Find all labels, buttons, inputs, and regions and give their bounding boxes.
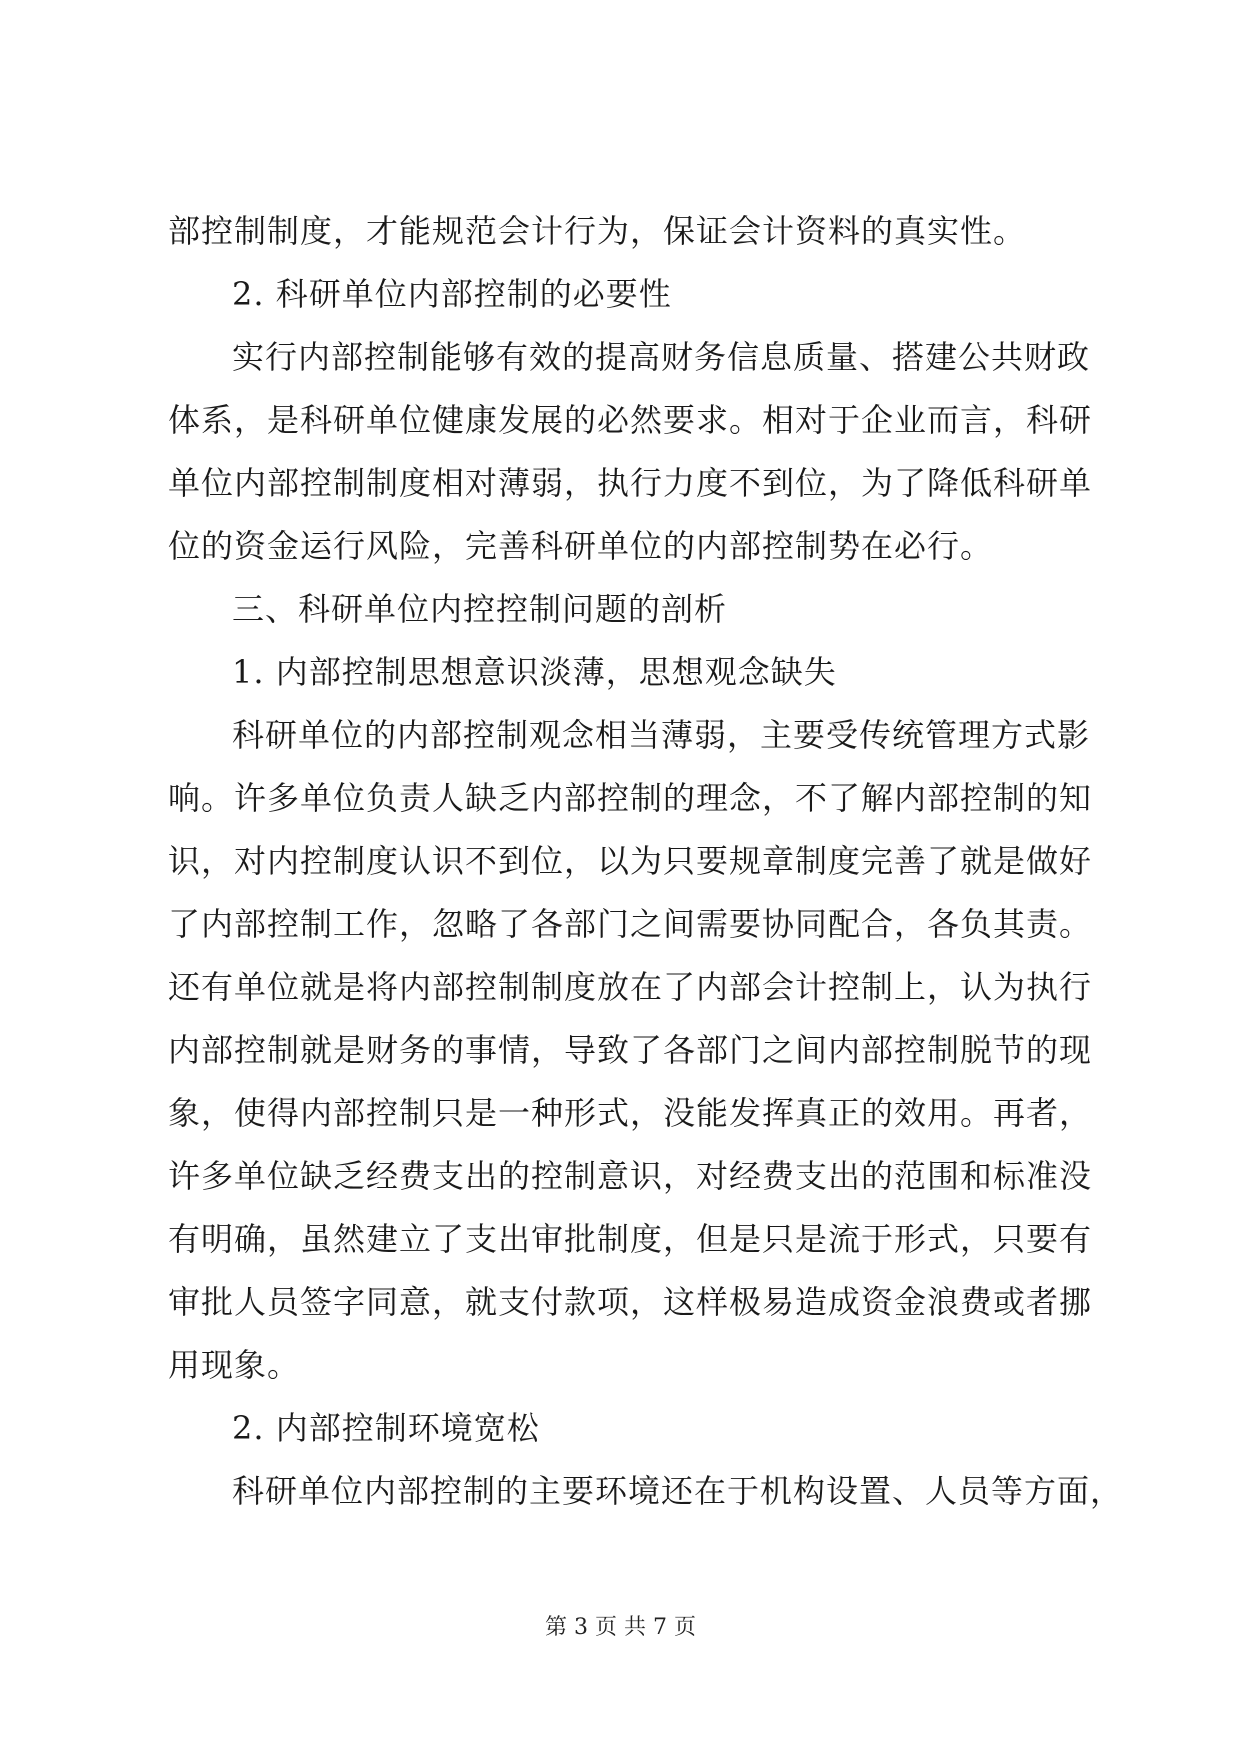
paragraph-line: 了内部控制工作，忽略了各部门之间需要协同配合，各负其责。 — [168, 905, 1093, 943]
paragraph-line: 位的资金运行风险，完善科研单位的内部控制势在必行。 — [168, 527, 994, 565]
section-heading: 1. 内部控制思想意识淡薄，思想观念缺失 — [232, 653, 837, 691]
paragraph-line: 科研单位内部控制的主要环境还在于机构设置、人员等方面， — [232, 1472, 1124, 1510]
paragraph-line: 体系，是科研单位健康发展的必然要求。相对于企业而言，科研 — [168, 401, 1093, 439]
paragraph-line: 还有单位就是将内部控制制度放在了内部会计控制上，认为执行 — [168, 968, 1093, 1006]
paragraph-line: 响。许多单位负责人缺乏内部控制的理念，不了解内部控制的知 — [168, 779, 1093, 817]
section-heading: 2. 内部控制环境宽松 — [232, 1409, 540, 1447]
paragraph-line: 部控制制度，才能规范会计行为，保证会计资料的真实性。 — [168, 212, 1027, 250]
body-text — [168, 200, 1124, 1523]
paragraph-line: 用现象。 — [168, 1346, 301, 1384]
paragraph-line: 识，对内控制度认识不到位，以为只要规章制度完善了就是做好 — [168, 842, 1093, 880]
section-heading: 三、科研单位内控控制问题的剖析 — [232, 590, 728, 628]
section-heading: 2. 科研单位内部控制的必要性 — [232, 275, 672, 313]
paragraph-line: 单位内部控制制度相对薄弱，执行力度不到位，为了降低科研单 — [168, 464, 1093, 502]
paragraph-line: 内部控制就是财务的事情，导致了各部门之间内部控制脱节的现 — [168, 1031, 1093, 1069]
page-footer: 第 3 页 共 7 页 — [545, 1615, 696, 1640]
paragraph-line: 有明确，虽然建立了支出审批制度，但是只是流于形式，只要有 — [168, 1220, 1093, 1258]
paragraph-line: 象，使得内部控制只是一种形式，没能发挥真正的效用。再者， — [168, 1094, 1093, 1132]
paragraph-line: 许多单位缺乏经费支出的控制意识，对经费支出的范围和标准没 — [168, 1157, 1093, 1195]
paragraph-line: 审批人员签字同意，就支付款项，这样极易造成资金浪费或者挪 — [168, 1283, 1093, 1321]
paragraph-line: 实行内部控制能够有效的提高财务信息质量、搭建公共财政 — [232, 338, 1091, 376]
paragraph-line: 科研单位的内部控制观念相当薄弱，主要受传统管理方式影 — [232, 716, 1091, 754]
